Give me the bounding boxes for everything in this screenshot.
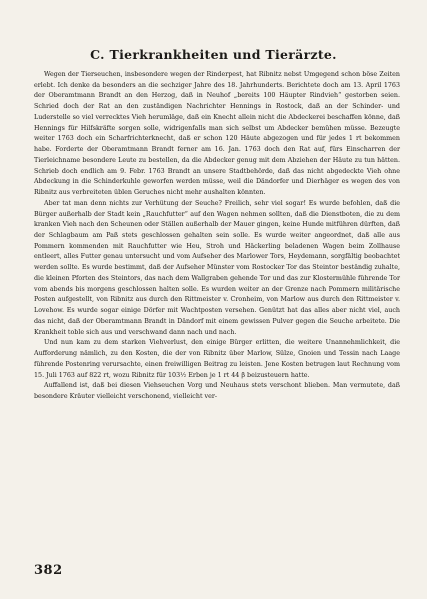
body-text: [34, 70, 400, 403]
paragraph: Aber tat man denn nichts zur Verhütung der Seuche? Freilich, sehr viel sogar! Es wurde befohlen, daß die Bürger außerhalb der Stadt kein „Rauchfutter“ auf den Wagen nehmen sollten, daß die Dienstboten, die zu dem kranken Vieh nach den Scheunen oder Ställen außerhalb der Mauer gingen, keine Hunde mitführen dürften, daß der Schlagbaum am Paß stets geschlossen gehalten sein solle. Es wurde weiter angeordnet, daß alle aus Pommern kommenden mit Rauchfutter wie Heu, Stroh und Häckerling beladenen Wagen beim Zollhause entleert, alles Futter genau untersucht und vom Aufseher des Marlower Tors, Heydemann, sorgfältig beobachtet werden sollte. Es wurde bestimmt, daß der Aufseher Münster vom Rostocker Tor das Steintor beständig zuhalte, die kleinen Pforten des Steintors, das nach dem Wallgraben gehende Tor und das zur Klostermühle führende Tor vom abends bis morgens geschlossen halten solle. Es wurden weiter an der Grenze nach Pommern militärische Posten aufgestellt, von Ribnitz aus durch den Rittmeister v. Cronheim, von Marlow aus durch den Rittmeister v. Lovehow. Es wurde sogar einige Dörfer mit Wachtposten versehen. Genützt hat das alles aber nicht viel, auch das nicht, daß der Oberamtmann Brandt in Dändorf mit einem gewissen Pulver gegen die Seuche arbeitete. Die Krankheit toble sich aus und verschwand dann nach und nach.: [34, 199, 400, 336]
paragraph: Auffallend ist, daß bei diesen Viehseuchen Vorg und Neuhaus stets verschont blieben. Man vermutete, daß besondere Kräuter vielleicht verschonend, vielleicht ver-: [34, 382, 400, 401]
section-heading: C. Tierkrankheiten und Tierärzte.: [90, 47, 337, 62]
page-number: 382: [34, 563, 63, 578]
paragraph: Wegen der Tierseuchen, insbesondere wegen der Rinderpest, hat Ribnitz nebst Umgegend schon böse Zeiten erlebt. Ich denke da besonders an die sechziger Jahre des 18. Jahrhunderts. Berichtete doch am 13. April 1763 der Oberamtmann Brandt an den Herzog, daß in Neuhof „bereits 100 Häupter Rindvieh“ gestorben seien. Schried doch der Rat an den zuständigen Nachrichter Hennings in Rostock, daß an der Schinder- und Luderstelle so viel verrecktes Vieh herumläge, daß ein Knecht allein nicht die Abdeckerei beschaffen könne, daß Hennings für Hilfskräfte sorgen solle, widrigenfalls man sich selbst um Abdecker bemühen müsse. Bezeugte weiter 1763 doch ein Scharfrichterknecht, daß er schon 120 Häute abgezogen und für jedes 1 rt bekommen habe. Forderte der Oberamtmann Brandt ferner am 16. Jan. 1763 doch den Rat auf, fürs Einscharren der Tierleichname besondere Leute zu bestellen, da die Abdecker genug mit dem Abziehen der Häute zu tun hätten. Schrieb doch endlich am 9. Febr. 1763 Brandt an unsere Stadtbehörde, daß das nicht abgedeckte Vieh ohne Abdeckung in die Schinderkuhle geworfen werden müsse, weil die Dändorfer und Dierhäger es wegen des von Ribnitz aus verbreiteten üblen Geruches nicht mehr aushalten könnten.: [34, 71, 400, 197]
paragraph: Und nun kam zu dem starken Viehverlust, den einige Bürger erlitten, die weitere Unannehmlichkeit, die Aufforderung nämlich, zu den Kosten, die der von Ribnitz über Marlow, Sülze, Gnoien und Tessin nach Laage führende Postenring verursachte, einen freiwilligen Beitrag zu leisten. Jene Kosten betrugen laut Rechnung vom 15. Juli 1763 auf 822 rt, wozu Ribnitz für 103½ Erben je 1 rt 44 β beizusteuern hatte.: [34, 339, 400, 379]
